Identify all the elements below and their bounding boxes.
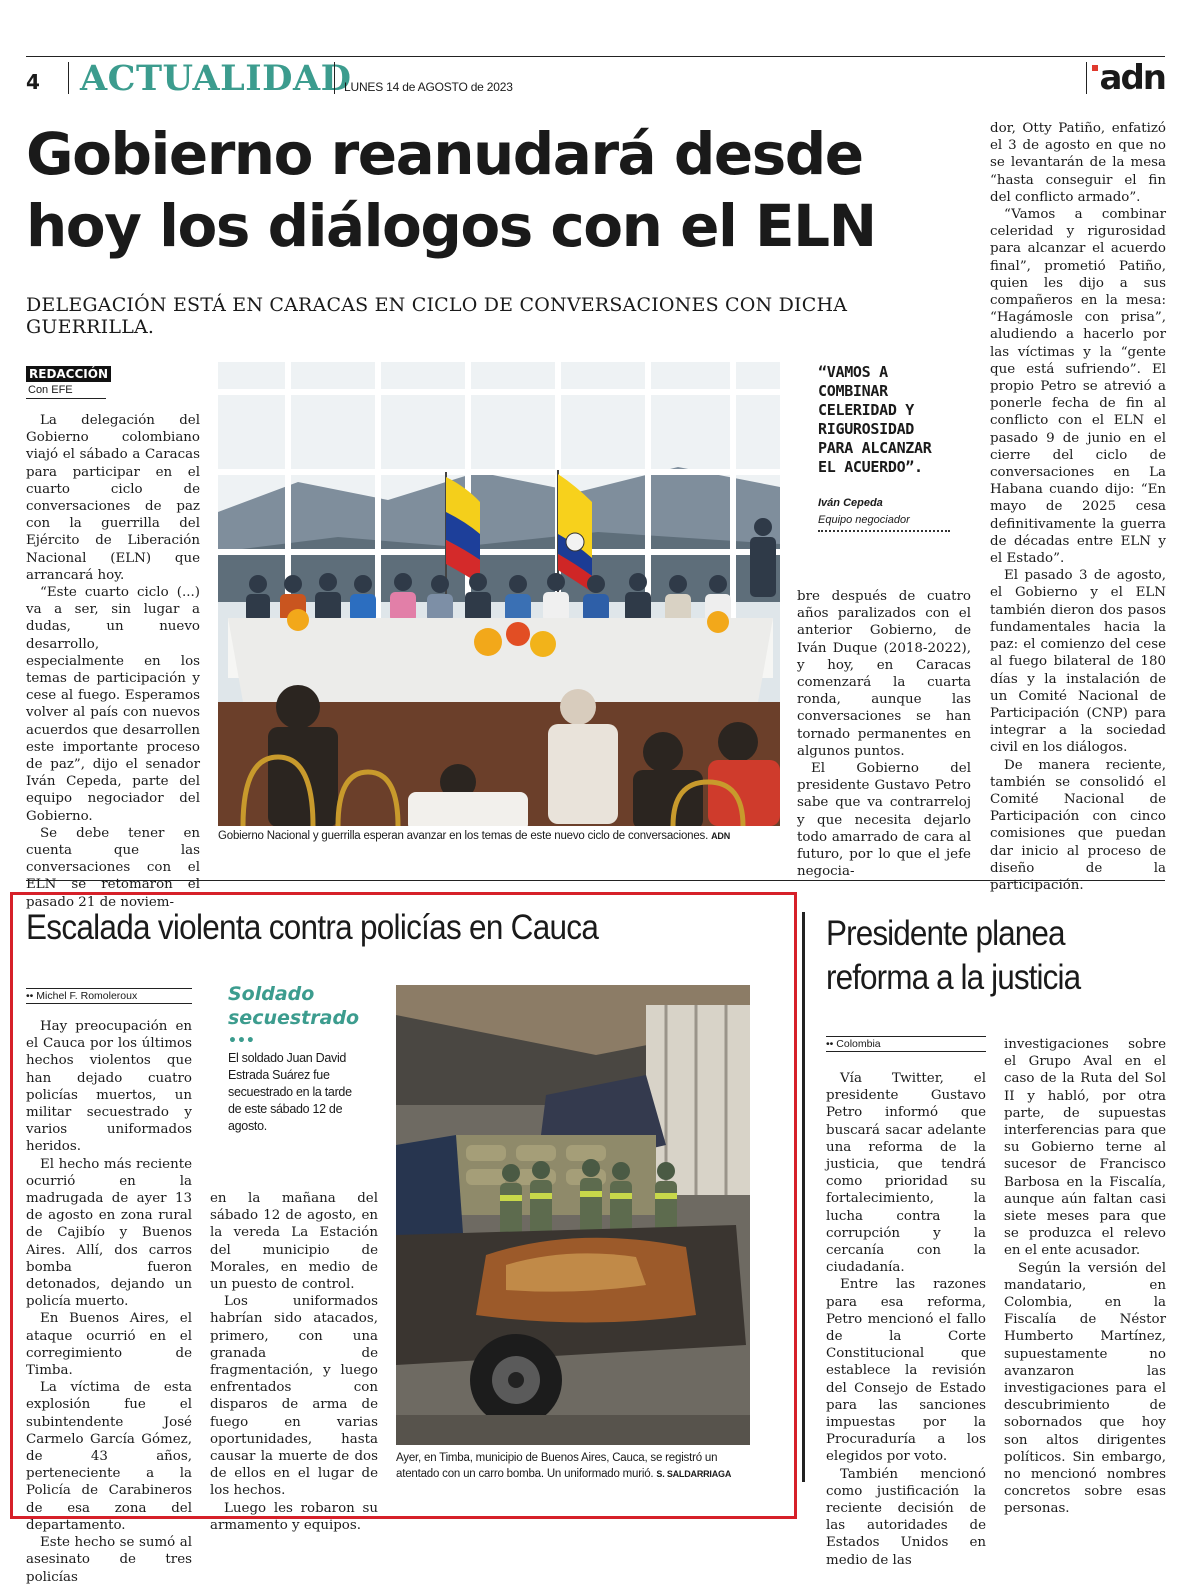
issue-date: LUNES 14 de AGOSTO de 2023 (344, 80, 513, 94)
paragraph: También mencionó como justificación la reciente decisión de las autoridades de Estados Unidos en medio de las (826, 1466, 986, 1568)
paragraph: La víctima de esta explosión fue el subintendente José Carmelo García Gómez, de 43 años, perteneciente a la Policía de Carabineros de esa zona del departamento. (26, 1380, 192, 1533)
negotiation-photo-caption (218, 830, 780, 842)
car-bomb-photo (396, 985, 750, 1445)
adn-logo (1092, 58, 1166, 98)
paragraph: El Gobierno del presidente Gustavo Petro sabe que va contrarreloj y que necesita dejarlo todo amarrado de cara al futuro, por lo que el jefe negocia- (797, 761, 971, 880)
caption-text: Ayer, en Timba, municipio de Buenos Aires, Cauca, se registró un atentado con un carro bomba. Un uniformado murió. (396, 1452, 718, 1480)
header-divider (1086, 62, 1087, 94)
photo-credit: ADN (711, 831, 730, 841)
justice-byline: •• Colombia (826, 1036, 986, 1052)
paragraph: en la mañana del sábado 12 de agosto, en la vereda La Estación del municipio de Morales, en medio de un puesto de control. (210, 1191, 378, 1293)
main-column-1 (26, 412, 200, 911)
cauca-column-1 (26, 1018, 192, 1586)
byline-text: Colombia (836, 1038, 881, 1050)
negotiation-photo (218, 362, 780, 826)
paragraph: El hecho más reciente ocurrió en la madrugada de ayer 13 de agosto en zona rural de Cajibío y Buenos Aires. Allí, dos carros bomba fueron detonados, dejando un policía muerto. (26, 1156, 192, 1310)
paragraph: En Buenos Aires, el ataque ocurrió en el corregimiento de Timba. (26, 1311, 192, 1379)
paragraph: Este hecho se sumó al asesinato de tres policías (26, 1535, 192, 1585)
paragraph: Luego les robaron su armamento y equipos. (210, 1500, 378, 1533)
car-bomb-photo-caption (396, 1450, 750, 1482)
paragraph: “Vamos a combinar celeridad y rigurosidad para alcanzar el acuerdo final”, prometió Patiño, quien les dijo a sus compañeros en la mesa: “Hagámosle con prisa”, aludiendo a hacerlo por las víctimas y la “gente que está sufriendo”. El propio Petro se atrevió a ponerle fecha de fin al conflicto con el ELN el pasado 9 de junio en el cierre del ciclo de conversaciones en La Habana cuando dijo: “En mayo de 2025 cesa definitivamente la guerra de décadas entre ELN y el Estado”. (990, 207, 1166, 567)
paragraph: “Este cuarto ciclo (...) va a ser, sin lugar a dudas, un nuevo desarrollo, especialmente en los temas de participación y cese al fuego. Esperamos volver al país con nuevos acuerdos que desarrollen este importante proceso de paz”, dijo el senador Iván Cepeda, parte del equipo negociador del Gobierno. (26, 585, 200, 824)
paragraph: investigaciones sobre el Grupo Aval en el caso de la Ruta del Sol II y habló, por otra parte, de supuestas interferencias para que su Gobierno terne al sucesor de Francisco Barbosa en la Fiscalía, aunque aún faltan casi siete meses para que se produzca el relevo en el ente acusador. (1004, 1037, 1166, 1259)
justice-headline: Presidente planea reforma a la justicia (826, 914, 1081, 997)
cauca-column-2 (210, 1190, 378, 1534)
paragraph: Los uniformados habrían sido atacados, primero, con una granada de fragmentación, y luego enfrentados con disparos de arma de fuego en varias oportunidades, hasta causar la muerte de dos de ellos en el lugar de los hechos. (210, 1294, 378, 1499)
main-headline: Gobierno reanudará desde hoy los diálogos con el ELN (26, 120, 876, 260)
photo-credit: S. SALDARRIAGA (656, 1469, 732, 1479)
main-byline (26, 363, 109, 399)
paragraph: Según la versión del mandatario, en Colombia, en la Fiscalía de Néstor Humberto Martínez, supuestamente no avanzaron las investigaciones para el descubrimiento de sobornados que hoy son altos dirigentes políticos. Sin embargo, no mencionó nombres concretos sobre esas personas. (1004, 1260, 1166, 1517)
paragraph: Entre las razones para esa reforma, Petro mencionó el fallo de la Corte Constitucional que establece la revisión del Consejo de Estado para las sanciones impuestas por la Procuraduría a los elegidos por voto. (826, 1277, 986, 1465)
justice-column-1 (826, 1070, 986, 1569)
sidebar-title: Soldado secuestrado (228, 983, 360, 1029)
quote-role: Equipo negociador (818, 514, 910, 526)
sidebar-dots: ••• (228, 1033, 255, 1049)
quote-author: Iván Cepeda (818, 497, 883, 509)
main-column-3 (797, 588, 971, 880)
header-divider (334, 62, 335, 94)
paragraph: Hay preocupación en el Cauca por los últimos hechos violentos que han dejado cuatro policías muertos, un militar secuestrado y varios uniformados heridos. (26, 1019, 192, 1155)
byline-source: Con EFE (26, 382, 106, 399)
column-rule (802, 912, 805, 1482)
header-divider (68, 62, 69, 94)
paragraph: El pasado 3 de agosto, el Gobierno y el ELN también dieron dos pasos fundamentales hacia la paz: el comienzo del cese al fuego bilateral de 180 días y la instalación de un Comité Nacional de Participación (CNP) para integrar a la sociedad civil en los diálogos. (990, 568, 1166, 756)
section-title: ACTUALIDAD (80, 58, 352, 99)
quote-divider (818, 530, 950, 532)
caption-text: Gobierno Nacional y guerrilla esperan avanzar en los temas de este nuevo ciclo de conversaciones. (218, 830, 709, 842)
paragraph: Se debe tener en cuenta que las conversaciones con el ELN se retomaron el pasado 21 de noviem- (26, 825, 200, 910)
sidebar-text: El soldado Juan David Estrada Suárez fue secuestrado en la tarde de este sábado 12 de agosto. (228, 1051, 352, 1133)
main-column-4 (990, 120, 1166, 894)
cauca-byline: •• Michel F. Romoleroux (26, 988, 192, 1004)
top-rule (26, 56, 1165, 57)
paragraph: La delegación del Gobierno colombiano viajó el sábado a Caracas para participar en el cuarto ciclo de conversaciones de paz con la guerrilla del Ejército de Liberación Nacional (ELN) que arrancará hoy. (26, 413, 200, 583)
paragraph: De manera reciente, también se consolidó el Comité Nacional de Participación con cinco comisiones que puedan dar inicio al proceso de diseño de la participación. (990, 757, 1166, 893)
pull-quote: “VAMOS A COMBINAR CELERIDAD Y RIGUROSIDAD PARA ALCANZAR EL ACUERDO”. (818, 363, 932, 476)
byline-tag: REDACCIÓN (26, 366, 111, 382)
logo-text: adn (1099, 58, 1165, 98)
paragraph: Vía Twitter, el presidente Gustavo Petro informó que buscará sacar adelante una reforma de la justicia, que tendrá como prioridad su fortalecimiento, la lucha contra la corrupción y la cercanía con la ciudadanía. (826, 1071, 986, 1276)
page-number: 4 (26, 70, 40, 94)
main-deck: DELEGACIÓN ESTÁ EN CARACAS EN CICLO DE CONVERSACIONES CON DICHA GUERRILLA. (26, 294, 848, 338)
logo-dot-icon (1092, 65, 1098, 71)
justice-column-2 (1004, 1036, 1166, 1518)
section-rule (26, 880, 1165, 881)
paragraph: dor, Otty Patiño, enfatizó el 3 de agosto en que no se levantarán de la mesa “hasta conseguir el fin del conflicto armado”. (990, 121, 1166, 205)
cauca-headline: Escalada violenta contra policías en Cauca (26, 908, 599, 947)
paragraph: bre después de cuatro años paralizados con el anterior Gobierno, de Iván Duque (2018-2022), y hoy, en Caracas comenzará la cuarta ronda, aunque las conversaciones se han tornado permanentes en algunos puntos. (797, 589, 971, 759)
byline-text: Michel F. Romoleroux (36, 990, 138, 1002)
